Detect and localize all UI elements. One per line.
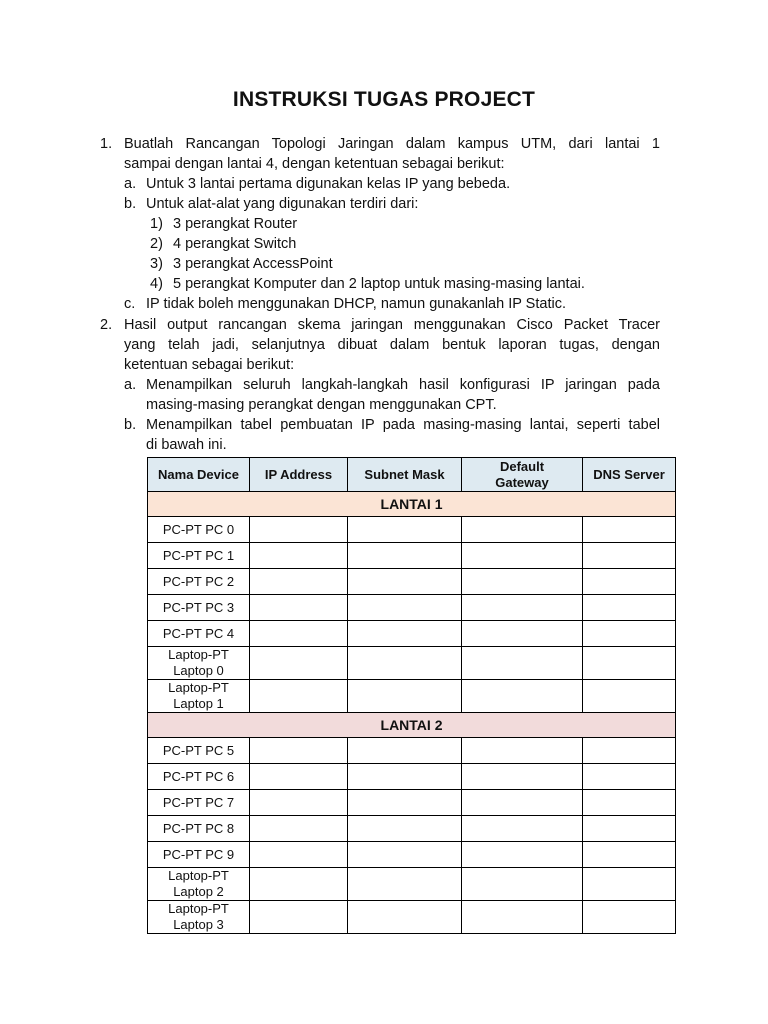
subnet-cell[interactable] [348,868,462,901]
table-row [148,647,676,680]
dns-cell[interactable] [583,901,676,934]
gateway-cell[interactable] [462,790,583,816]
device-3-label: 3) [150,256,163,272]
device-4-text: 5 perangkat Komputer dan 2 laptop untuk masing-masing lantai. [173,276,585,292]
subnet-cell[interactable] [348,680,462,713]
table-row [148,621,676,647]
ip-cell[interactable] [250,868,348,901]
item-1a-label: a. [124,176,137,192]
device-cell: PC-PT PC 0 [148,517,250,543]
ip-cell[interactable] [250,680,348,713]
table-row [148,816,676,842]
ip-cell[interactable] [250,543,348,569]
ip-cell[interactable] [250,842,348,868]
gateway-cell[interactable] [462,901,583,934]
item-2a-line-1: Menampilkan seluruh langkah-langkah hasil konfigurasi IP jaringan pada [146,377,660,393]
item-2b-line-2: di bawah ini. [146,437,227,453]
ip-cell[interactable] [250,517,348,543]
gateway-cell[interactable] [462,621,583,647]
ip-table [147,457,676,934]
laptop-line-1: Laptop-PT [168,647,229,662]
item-2b-line-1: Menampilkan tabel pembuatan IP pada masing-masing lantai, seperti tabel [146,417,660,433]
item-2b-label: b. [124,417,137,433]
ip-cell[interactable] [250,738,348,764]
subnet-cell[interactable] [348,647,462,680]
dns-cell[interactable] [583,621,676,647]
dns-cell[interactable] [583,595,676,621]
gateway-cell[interactable] [462,842,583,868]
item-2-line-3: ketentuan sebagai berikut: [124,357,295,373]
dns-cell[interactable] [583,543,676,569]
dns-cell[interactable] [583,569,676,595]
subnet-cell[interactable] [348,901,462,934]
floor-label: LANTAI 1 [148,492,676,517]
item-1c-text: IP tidak boleh menggunakan DHCP, namun gunakanlah IP Static. [146,296,566,312]
ip-cell[interactable] [250,790,348,816]
table-row [148,868,676,901]
table-row [148,790,676,816]
item-1a-text: Untuk 3 lantai pertama digunakan kelas IP yang bebeda. [146,176,511,192]
gateway-cell[interactable] [462,738,583,764]
laptop-line-1: Laptop-PT [168,901,229,916]
device-cell: PC-PT PC 3 [148,595,250,621]
device-cell [148,680,250,713]
gateway-cell[interactable] [462,680,583,713]
table-row [148,517,676,543]
laptop-line-1: Laptop-PT [168,868,229,883]
table-row [148,569,676,595]
subnet-cell[interactable] [348,543,462,569]
ip-cell[interactable] [250,569,348,595]
table-row [148,738,676,764]
gateway-cell[interactable] [462,569,583,595]
subnet-cell[interactable] [348,790,462,816]
device-2-text: 4 perangkat Switch [173,236,297,252]
laptop-line-1: Laptop-PT [168,680,229,695]
dns-cell[interactable] [583,816,676,842]
item-1b-text: Untuk alat-alat yang digunakan terdiri dari: [146,196,419,212]
table-row [148,680,676,713]
item-1-number: 1. [100,136,113,152]
device-cell: PC-PT PC 1 [148,543,250,569]
dns-cell[interactable] [583,517,676,543]
laptop-line-2: Laptop 3 [173,917,224,932]
page-title: INSTRUKSI TUGAS PROJECT [232,88,536,111]
item-2a-line-2: masing-masing perangkat dengan menggunakan CPT. [146,397,497,413]
ip-cell[interactable] [250,816,348,842]
gateway-cell[interactable] [462,647,583,680]
item-2-number: 2. [100,317,113,333]
table-row [148,764,676,790]
device-4-label: 4) [150,276,163,292]
subnet-cell[interactable] [348,842,462,868]
floor-row-lantai-2 [148,713,676,738]
item-1c-label: c. [124,296,136,312]
dns-cell[interactable] [583,868,676,901]
dns-cell[interactable] [583,647,676,680]
dns-cell[interactable] [583,842,676,868]
device-cell: PC-PT PC 5 [148,738,250,764]
header-nama-device: Nama Device [148,458,250,492]
table-row [148,595,676,621]
device-cell: PC-PT PC 8 [148,816,250,842]
header-default-gateway [462,458,583,492]
device-cell: PC-PT PC 7 [148,790,250,816]
item-2-line-1: Hasil output rancangan skema jaringan menggunakan Cisco Packet Tracer [124,317,660,333]
dns-cell[interactable] [583,680,676,713]
subnet-cell[interactable] [348,621,462,647]
header-ip-address: IP Address [250,458,348,492]
laptop-line-2: Laptop 0 [173,663,224,678]
dns-cell[interactable] [583,790,676,816]
gateway-cell[interactable] [462,595,583,621]
floor-row-lantai-1 [148,492,676,517]
header-gateway-line-2: Gateway [495,474,549,490]
device-cell: PC-PT PC 9 [148,842,250,868]
device-2-label: 2) [150,236,163,252]
device-cell: PC-PT PC 2 [148,569,250,595]
subnet-cell[interactable] [348,738,462,764]
table-row [148,543,676,569]
item-1-line-2: sampai dengan lantai 4, dengan ketentuan sebagai berikut: [124,156,505,172]
item-1b-label: b. [124,196,137,212]
subnet-cell[interactable] [348,595,462,621]
item-2-line-2: yang telah jadi, selanjutnya dibuat dalam bentuk laporan tugas, dengan [124,337,660,353]
device-cell: PC-PT PC 6 [148,764,250,790]
laptop-line-2: Laptop 2 [173,884,224,899]
ip-cell[interactable] [250,764,348,790]
dns-cell[interactable] [583,764,676,790]
device-3-text: 3 perangkat AccessPoint [173,256,333,272]
device-cell [148,901,250,934]
subnet-cell[interactable] [348,517,462,543]
subnet-cell[interactable] [348,816,462,842]
device-1-label: 1) [150,216,163,232]
header-gateway-line-1: Default [499,458,545,474]
ip-cell[interactable] [250,901,348,934]
gateway-cell[interactable] [462,764,583,790]
device-1-text: 3 perangkat Router [173,216,298,232]
device-cell: PC-PT PC 4 [148,621,250,647]
device-cell [148,647,250,680]
table-row [148,901,676,934]
table-header-row [148,458,676,492]
gateway-cell[interactable] [462,543,583,569]
ip-cell[interactable] [250,621,348,647]
floor-label: LANTAI 2 [148,713,676,738]
dns-cell[interactable] [583,738,676,764]
gateway-cell[interactable] [462,868,583,901]
device-cell [148,868,250,901]
item-1-line-1: Buatlah Rancangan Topologi Jaringan dalam kampus UTM, dari lantai 1 [124,136,660,152]
laptop-line-2: Laptop 1 [173,696,224,711]
ip-cell[interactable] [250,595,348,621]
header-dns-server: DNS Server [583,458,676,492]
table-row [148,842,676,868]
header-subnet-mask: Subnet Mask [348,458,462,492]
gateway-cell[interactable] [462,816,583,842]
subnet-cell[interactable] [348,569,462,595]
ip-cell[interactable] [250,647,348,680]
gateway-cell[interactable] [462,517,583,543]
item-2a-label: a. [124,377,137,393]
subnet-cell[interactable] [348,764,462,790]
